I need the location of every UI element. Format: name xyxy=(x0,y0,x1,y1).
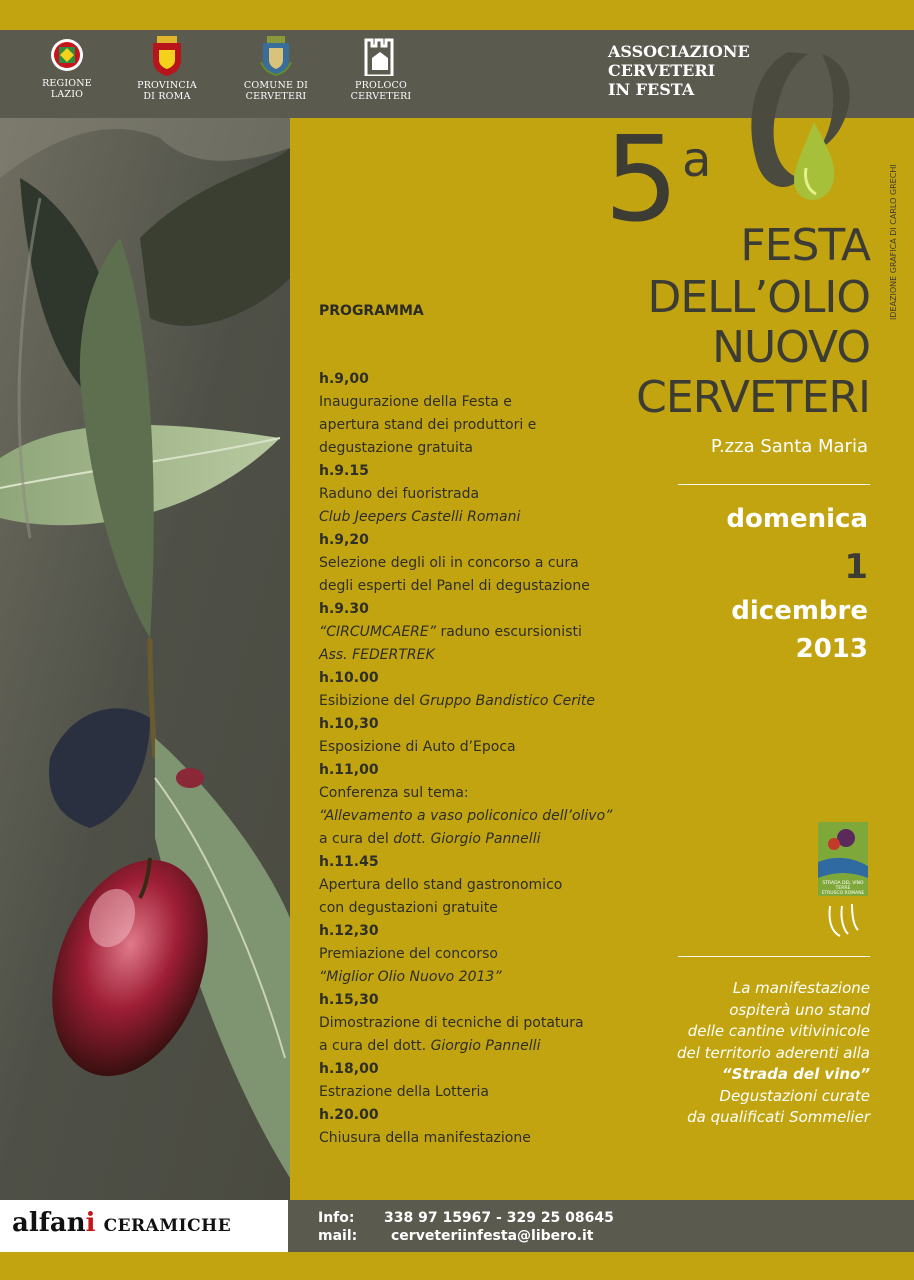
schedule-line xyxy=(319,736,649,759)
edition-number xyxy=(604,110,712,248)
schedule-line xyxy=(319,391,649,414)
note-line: La manifestazione xyxy=(732,979,870,997)
schedule-text: a cura del xyxy=(319,831,394,847)
event-location: P.zza Santa Maria xyxy=(710,436,868,457)
logo-proloco-cerveteri xyxy=(336,36,426,102)
sponsor-brand-suffix: CERAMICHE xyxy=(103,1216,232,1236)
schedule-text: Premiazione del concorso xyxy=(319,946,498,962)
logo-provincia-roma-line2: DI ROMA xyxy=(143,91,191,102)
schedule-line xyxy=(319,690,649,713)
schedule-text: Dimostrazione di tecniche di potatura xyxy=(319,1015,584,1031)
comune-cerveteri-crest-icon xyxy=(259,36,293,76)
schedule-text: Giorgio Pannelli xyxy=(430,1038,541,1054)
schedule-time: h.12,30 xyxy=(319,923,379,939)
logo-comune-cerveteri-line1: COMUNE DI xyxy=(243,80,309,91)
schedule-time: h.20.00 xyxy=(319,1107,379,1123)
schedule-text: Gruppo Bandistico Cerite xyxy=(419,693,596,709)
info-mail-row xyxy=(318,1228,593,1244)
provincia-roma-shield-icon xyxy=(150,36,184,76)
schedule-line xyxy=(319,575,649,598)
logo-regione-lazio-line2: LAZIO xyxy=(50,89,84,100)
info-phone-row xyxy=(318,1210,614,1226)
association-line-1: ASSOCIAZIONE xyxy=(608,42,750,61)
note-line: da qualificati Sommelier xyxy=(687,1108,870,1126)
olive-drop-logo-icon xyxy=(736,48,866,208)
schedule-line xyxy=(319,552,649,575)
sponsor-brand xyxy=(12,1208,231,1238)
schedule-text: Apertura dello stand gastronomico xyxy=(319,877,563,893)
schedule-line xyxy=(319,805,649,828)
schedule-text: con degustazioni gratuite xyxy=(319,900,498,916)
schedule-text: Conferenza sul tema: xyxy=(319,785,469,801)
info-phone-label: Info: xyxy=(318,1210,355,1226)
schedule-time: h.9.15 xyxy=(319,463,369,479)
schedule-text: raduno escursionisti xyxy=(436,624,582,640)
sponsor-brand-i: i xyxy=(85,1208,96,1238)
schedule-line xyxy=(319,621,649,644)
schedule-text: a cura del dott. xyxy=(319,1038,431,1054)
association-line-2: CERVETERI xyxy=(608,61,716,80)
schedule-text: Ass. FEDERTREK xyxy=(319,647,435,663)
note-line: Degustazioni curate xyxy=(719,1086,870,1105)
schedule-text: apertura stand dei produttori e xyxy=(319,417,537,433)
programme-heading: PROGRAMMA xyxy=(319,303,424,319)
title-line-2: DELL’OLIO xyxy=(647,272,870,323)
logo-provincia-roma xyxy=(122,36,212,102)
sponsor-brand-name: alfan xyxy=(12,1208,86,1238)
date-year: 2013 xyxy=(795,634,868,664)
info-mail-label: mail: xyxy=(318,1228,358,1244)
logo-regione-lazio-line1: REGIONE xyxy=(42,78,92,89)
schedule-time: h.10.00 xyxy=(319,670,379,686)
info-mail-value: cerveteriinfesta@libero.it xyxy=(391,1228,594,1244)
schedule-text: Club Jeepers Castelli Romani xyxy=(319,509,521,525)
schedule-line xyxy=(319,437,649,460)
schedule-text: dott. Giorgio Pannelli xyxy=(393,831,541,847)
schedule-text: Inaugurazione della Festa e xyxy=(319,394,512,410)
schedule-line xyxy=(319,483,649,506)
schedule-line xyxy=(319,782,649,805)
schedule-time: h.10,30 xyxy=(319,716,379,732)
schedule-time: h.11,00 xyxy=(319,762,379,778)
schedule-line xyxy=(319,1127,649,1150)
schedule-text: degustazione gratuita xyxy=(319,440,473,456)
schedule-text: Estrazione della Lotteria xyxy=(319,1084,489,1100)
schedule-text: “CIRCUMCAERE” xyxy=(319,624,437,640)
association-name xyxy=(608,42,750,99)
schedule-line xyxy=(319,414,649,437)
schedule-time: h.9,20 xyxy=(319,532,369,548)
logo-proloco-line1: PROLOCO xyxy=(355,80,407,91)
edition-ordinal: a xyxy=(682,132,712,188)
regione-lazio-emblem-icon xyxy=(49,36,85,74)
design-credit: IDEAZIONE GRAFICA DI CARLO GRECHI xyxy=(889,164,898,320)
edition-number-digit: 5 xyxy=(604,110,680,248)
schedule-text: “Miglior Olio Nuovo 2013” xyxy=(319,969,502,985)
logo-regione-lazio xyxy=(22,36,112,100)
schedule-text: degli esperti del Panel di degustazione xyxy=(319,578,590,594)
schedule-line xyxy=(319,943,649,966)
schedule-text: Raduno dei fuoristrada xyxy=(319,486,480,502)
strada-del-vino-logo-icon xyxy=(818,822,868,940)
schedule-text: Esibizione del xyxy=(319,693,420,709)
info-phone-value: 338 97 15967 - 329 25 08645 xyxy=(384,1210,614,1226)
schedule-text: Selezione degli oli in concorso a cura xyxy=(319,555,579,571)
proloco-castle-icon xyxy=(362,36,400,76)
strada-logo-line-2: TERRE xyxy=(835,886,851,891)
schedule-time: h.15,30 xyxy=(319,992,379,1008)
olive-branch-photo xyxy=(0,118,290,1200)
logo-comune-cerveteri xyxy=(231,36,321,102)
strada-del-vino-note xyxy=(570,978,870,1129)
note-line: delle cantine vitivinicole xyxy=(687,1022,870,1040)
schedule-line xyxy=(319,506,649,529)
date-month: dicembre xyxy=(731,596,868,626)
note-line: ospiterà uno stand xyxy=(729,1000,870,1019)
logo-proloco-line2: CERVETERI xyxy=(350,91,412,102)
schedule-line xyxy=(319,897,649,920)
logo-provincia-roma-line1: PROVINCIA xyxy=(137,80,197,91)
contact-band xyxy=(288,1200,914,1252)
note-line: del territorio aderenti alla xyxy=(676,1043,870,1062)
strada-logo-line-1: STRADA DEL VINO xyxy=(822,881,864,886)
date-weekday: domenica xyxy=(726,504,868,534)
title-line-4: CERVETERI xyxy=(636,372,870,423)
schedule-text: Esposizione di Auto d’Epoca xyxy=(319,739,516,755)
schedule-line xyxy=(319,828,649,851)
title-line-1: FESTA xyxy=(740,220,870,271)
schedule-time: h.18,00 xyxy=(319,1061,379,1077)
title-line-3: NUOVO xyxy=(712,322,870,373)
schedule-line xyxy=(319,874,649,897)
schedule-line xyxy=(319,644,649,667)
schedule-time: h.9.30 xyxy=(319,601,369,617)
association-line-3: IN FESTA xyxy=(608,80,695,99)
date-day: 1 xyxy=(844,547,868,587)
divider-top xyxy=(678,484,870,485)
divider-bottom xyxy=(678,956,870,957)
schedule-time: h.9,00 xyxy=(319,371,369,387)
note-line: “Strada del vino” xyxy=(721,1065,870,1083)
schedule-text: Chiusura della manifestazione xyxy=(319,1130,531,1146)
schedule-text: “Allevamento a vaso policonico dell’olivo” xyxy=(319,808,613,824)
schedule-time: h.11.45 xyxy=(319,854,379,870)
logo-comune-cerveteri-line2: CERVETERI xyxy=(245,91,307,102)
strada-logo-line-3: ETRUSCO ROMANE xyxy=(821,891,865,896)
